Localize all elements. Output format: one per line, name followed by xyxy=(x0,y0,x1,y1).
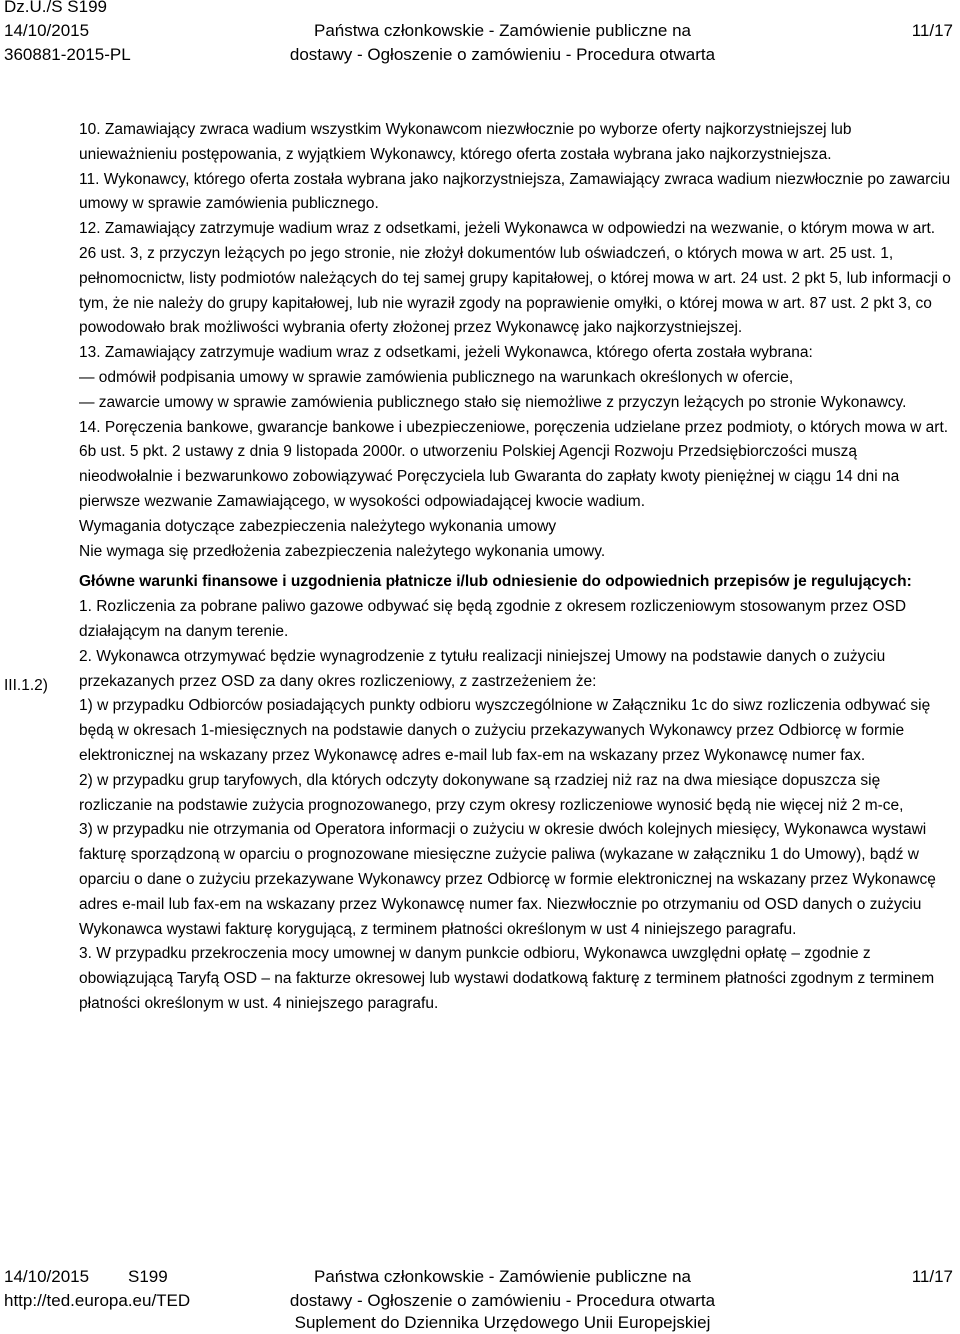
footer-title-line3: Suplement do Dziennika Urzędowego Unii Europejskiej xyxy=(294,1313,711,1332)
page-footer xyxy=(0,1266,960,1332)
footer-url: http://ted.europa.eu/TED xyxy=(4,1291,191,1310)
paragraph: Wymagania dotyczące zabezpieczenia należytego wykonania umowy xyxy=(79,517,557,535)
header-title-line2: dostawy - Ogłoszenie o zamówieniu - Procedura otwarta xyxy=(289,45,716,64)
paragraph: — zawarcie umowy w sprawie zamówienia publicznego stało się niemożliwe z przyczyn leżących po stronie Wykonawcy. xyxy=(79,393,907,411)
paragraph: 11. Wykonawcy, którego oferta została wybrana jako najkorzystniejsza, Zamawiający zwraca wadium niezwłocznie po zawarciu umowy w sprawie zamówienia publicznego. xyxy=(79,170,951,213)
journal-ref: Dz.U./S S199 xyxy=(4,0,107,16)
header-title-line1: Państwa członkowskie - Zamówienie publiczne na xyxy=(313,21,691,40)
paragraph: 12. Zamawiający zatrzymuje wadium wraz z odsetkami, jeżeli Wykonawca w odpowiedzi na wezwanie, o którym mowa w art. 26 ust. 3, z przyczyn leżących po jego stronie, nie złożył dokumentów lub oświadczeń, o których mowa w art. 25 ust. 1, pełnomocnictw, listy podmiotów należących do tej samej grupy kapitałowej, o której mowa w art. 24 ust. 2 pkt 5, lub informacji o tym, że nie należy do grupy kapitałowej, lub nie wyraził zgody na poprawienie omyłki, o której mowa w art. 87 ust. 2 pkt 3, co powodowało brak możliwości wybrania oferty złożonej przez Wykonawcę jako najkorzystniejszej. xyxy=(79,220,951,337)
section-paragraph: 1. Rozliczenia za pobrane paliwo gazowe odbywać się będą zgodnie z okresem rozliczeniowym stosowanym przez OSD działającym na danym terenie. xyxy=(79,598,907,640)
section-paragraph: 1) w przypadku Odbiorców posiadających punkty odbioru wyszczególnione w Załączniku 1c do siwz rozliczenia odbywać się będą w okresach 1-miesięcznych na podstawie danych o zużyciu przekazywanych Wykonawcy przez Odbiorcę w formie elektronicznej na wskazany przez Wykonawcę adres e-mail lub fax-em na wskazany przez Wykonawcę numer fax. xyxy=(79,697,931,764)
header-date: 14/10/2015 xyxy=(4,21,90,40)
paragraph: 14. Poręczenia bankowe, gwarancje bankowe i ubezpieczeniowe, poręczenia udzielane przez podmioty, o których mowa w art. 6b ust. 5 pkt. 2 ustawy z dnia 9 listopada 2000r. o utworzeniu Polskiej Agencji Rozwoju Przedsiębiorczości muszą nieodwołalnie i bezwarunkowo zobowiązywać Poręczyciela lub Gwaranta do zapłaty kwoty pieniężnej w ciągu 14 dni na pierwsze wezwanie Zamawiającego, w wysokości odpowiadającej kwocie wadium. xyxy=(79,418,949,510)
paragraph: 10. Zamawiający zwraca wadium wszystkim Wykonawcom niezwłocznie po wyborze oferty najkorzystniejszej lub unieważnieniu postępowania, z wyjątkiem Wykonawcy, którego oferta została wybrana jako najkorzystniejsza. xyxy=(79,121,852,163)
page-header xyxy=(0,0,960,66)
paragraph: 13. Zamawiający zatrzymuje wadium wraz z odsetkami, jeżeli Wykonawca, którego oferta została wybrana: xyxy=(79,344,813,362)
section-paragraph: 2. Wykonawca otrzymywać będzie wynagrodzenie z tytułu realizacji niniejszej Umowy na podstawie danych o zużyciu przekazanych przez OSD za dany okres rozliczeniowy, z zastrzeżeniem że: xyxy=(79,647,886,690)
section-number: III.1.2) xyxy=(4,677,48,694)
document-id: 360881-2015-PL xyxy=(4,45,131,64)
paragraph: — odmówił podpisania umowy w sprawie zamówienia publicznego na warunkach określonych w ofercie, xyxy=(79,368,794,386)
header-page-number: 11/17 xyxy=(911,21,953,40)
footer-title-line2: dostawy - Ogłoszenie o zamówieniu - Procedura otwarta xyxy=(289,1291,716,1310)
footer-title-line1: Państwa członkowskie - Zamówienie publiczne na xyxy=(313,1267,691,1286)
paragraph: Nie wymaga się przedłożenia zabezpieczenia należytego wykonania umowy. xyxy=(79,542,606,560)
footer-date: 14/10/2015 xyxy=(4,1267,90,1286)
section-paragraph: 3. W przypadku przekroczenia mocy umownej w danym punkcie odbioru, Wykonawca uwzględni opłatę – zgodnie z obowiązującą Taryfą OSD – na fakturze okresowej lub wystawi dodatkową fakturę z terminem płatności zgodnym z terminem płatności określonym w ust. 4 niniejszego paragrafu. xyxy=(79,945,935,1012)
section-paragraph: 2) w przypadku grup taryfowych, dla których odczyty dokonywane są rzadziej niż raz na dwa miesiące dopuszcza się rozliczanie na podstawie zużycia prognozowanego, przy czym okresy rozliczeniowe wynosić będą nie więcej niż 2 m-ce, xyxy=(79,771,904,814)
section-paragraph: 3) w przypadku nie otrzymania od Operatora informacji o zużyciu w okresie dwóch kolejnych miesięcy, Wykonawca wystawi fakturę sporządzoną w oparciu o prognozowane miesięczne zużycie paliwa (wykazane w załączniku 1 do Umowy), bądź w oparciu o dane o zużyciu przekazywane Wykonawcy przez Odbiorcę w formie elektronicznej na wskazany przez Wykonawcę adres e-mail lub fax-em na wskazany przez Wykonawcę numer fax. Niezwłocznie po otrzymaniu od OSD danych o zużyciu Wykonawca wystawi fakturę korygującą, z terminem płatności określonym w ust 4 niniejszego paragrafu. xyxy=(79,821,936,938)
footer-issue: S199 xyxy=(128,1267,168,1286)
footer-page-number: 11/17 xyxy=(911,1267,953,1286)
document-body xyxy=(79,118,954,1017)
section-heading: Główne warunki finansowe i uzgodnienia płatnicze i/lub odniesienie do odpowiednich przepisów je regulujących: xyxy=(79,573,912,591)
